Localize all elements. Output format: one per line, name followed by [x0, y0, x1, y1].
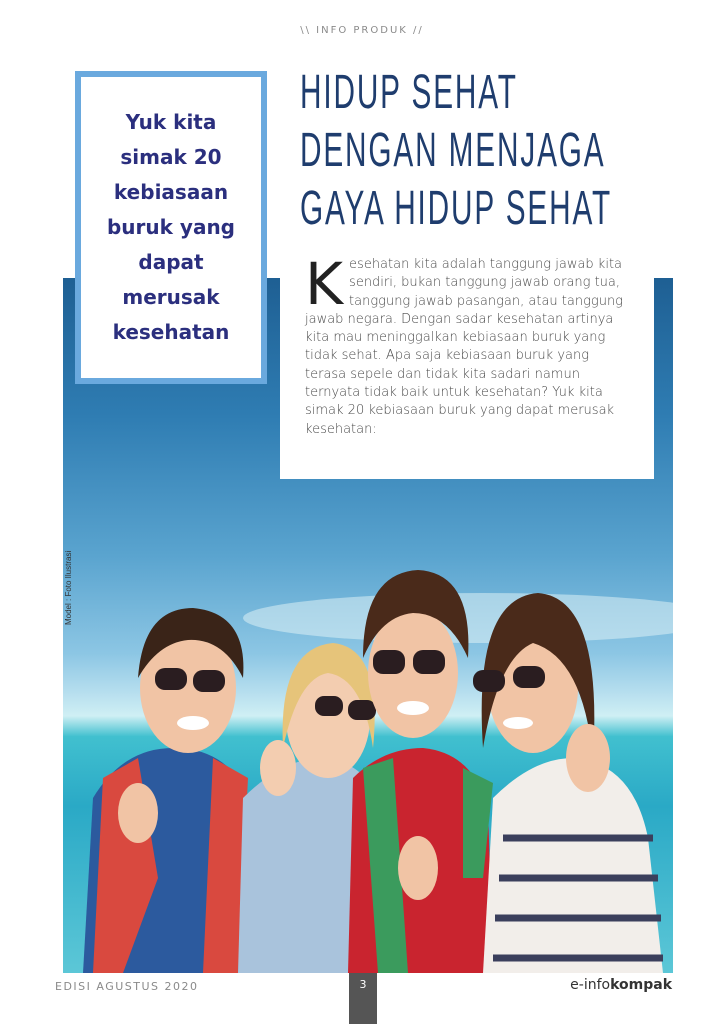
edition-label: EDISI AGUSTUS 2020 — [55, 980, 199, 993]
intro-body: esehatan kita adalah tanggung jawab kita sendiri, bukan tanggung jawab orang tua, tanggung jawab pasangan, atau tanggung jawab negara. Dengan sadar kesehatan artinya kita mau meninggalkan kebiasaan buruk yang tidak sehat. Apa saja kebiasaan buruk yang terasa sepele dan tidak kita sadari namun ternyata tidak baik untuk kesehatan? Yuk kita simak 20 kebiasaan buruk yang dapat merusak kesehatan: — [305, 257, 623, 437]
section-label: \\ INFO PRODUK // — [300, 25, 424, 36]
brand-name: kompak — [610, 977, 672, 993]
brand-prefix: e-info — [570, 977, 611, 993]
brand-logo — [570, 977, 672, 993]
intro-paragraph — [305, 250, 630, 439]
callout-text: Yuk kita simak 20 kebiasaan buruk yang dapat merusak kesehatan — [106, 110, 235, 344]
photo-credit: Model : Foto Ilustrasi — [64, 550, 73, 625]
callout-box — [75, 71, 267, 384]
page-number: 3 — [349, 973, 377, 1024]
page-title — [300, 64, 613, 238]
title-line: GAYA HIDUP SEHAT — [300, 182, 613, 235]
drop-cap: K — [305, 250, 344, 318]
title-line: HIDUP SEHAT — [300, 66, 518, 119]
intro-panel — [280, 250, 654, 479]
title-line: DENGAN MENJAGA — [300, 124, 606, 177]
